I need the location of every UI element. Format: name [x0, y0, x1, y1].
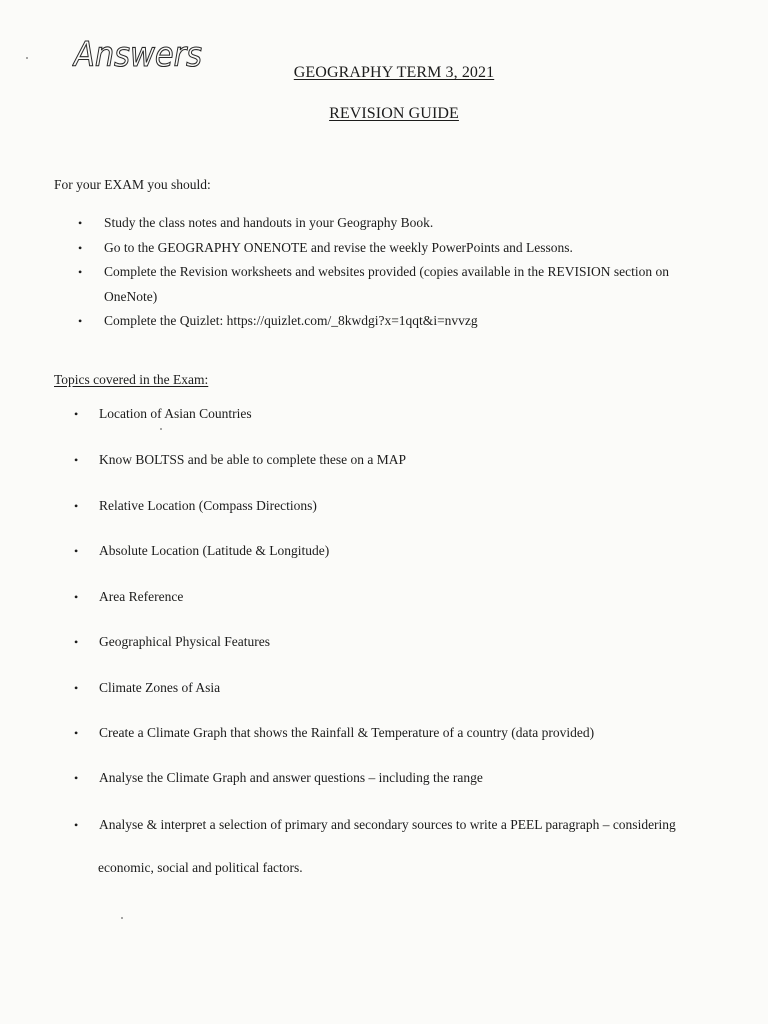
exam-intro: For your EXAM you should: — [54, 177, 211, 192]
bullet: • — [78, 314, 83, 328]
scan-speck — [160, 428, 162, 430]
list-item — [78, 260, 718, 309]
topics-heading: Topics covered in the Exam: — [54, 372, 209, 387]
scan-speck — [26, 57, 28, 59]
scan-speck — [121, 917, 123, 919]
exam-task-text: Go to the GEOGRAPHY ONENOTE and revise the weekly PowerPoints and Lessons. — [104, 239, 573, 255]
exam-task-text: Complete the Quizlet: https://quizlet.com/_8kwdgi?x=1qqt&i=nvvzg — [104, 313, 478, 328]
bullet: • — [74, 818, 79, 832]
bullet: • — [78, 216, 83, 230]
list-item — [78, 309, 718, 334]
bullet: • — [74, 726, 79, 740]
bullet: • — [78, 265, 83, 279]
list-item — [78, 211, 718, 236]
topic-text: Create a Climate Graph that shows the Rainfall & Temperature of a country (data provided) — [99, 725, 595, 740]
topic-text: Absolute Location (Latitude & Longitude) — [99, 543, 330, 558]
exam-task-list — [78, 211, 718, 334]
exam-task-text: Complete the Revision worksheets and websites provided (copies available in the REVISION section on — [104, 264, 670, 279]
topic-text: Analyse & interpret a selection of primary and secondary sources to write a PEEL paragraph – considering — [99, 817, 676, 832]
list-item — [78, 236, 718, 261]
exam-task-text: Study the class notes and handouts in your Geography Book. — [104, 215, 434, 230]
topic-text: Geographical Physical Features — [99, 634, 270, 649]
topic-text: Location of Asian Countries — [99, 406, 252, 421]
handwritten-text: Answers — [72, 35, 203, 75]
exam-task-text-continued: OneNote) — [104, 288, 158, 304]
document-title: GEOGRAPHY TERM 3, 2021 — [293, 64, 495, 81]
topic-text-continued: economic, social and political factors. — [98, 860, 303, 875]
bullet: • — [74, 407, 79, 421]
bullet: • — [74, 499, 79, 513]
bullet: • — [74, 453, 79, 467]
topic-text: Know BOLTSS and be able to complete these on a MAP — [99, 452, 406, 467]
bullet: • — [74, 544, 79, 558]
document-subtitle: REVISION GUIDE — [329, 105, 459, 122]
topic-text: Area Reference — [99, 589, 184, 604]
topic-text: Analyse the Climate Graph and answer questions – including the range — [99, 770, 483, 785]
bullet: • — [78, 240, 83, 255]
bullet: • — [74, 635, 79, 649]
bullet: • — [74, 681, 79, 695]
topic-text: Relative Location (Compass Directions) — [99, 498, 317, 513]
bullet: • — [74, 771, 79, 785]
bullet: • — [74, 590, 79, 604]
topic-text: Climate Zones of Asia — [99, 680, 221, 695]
